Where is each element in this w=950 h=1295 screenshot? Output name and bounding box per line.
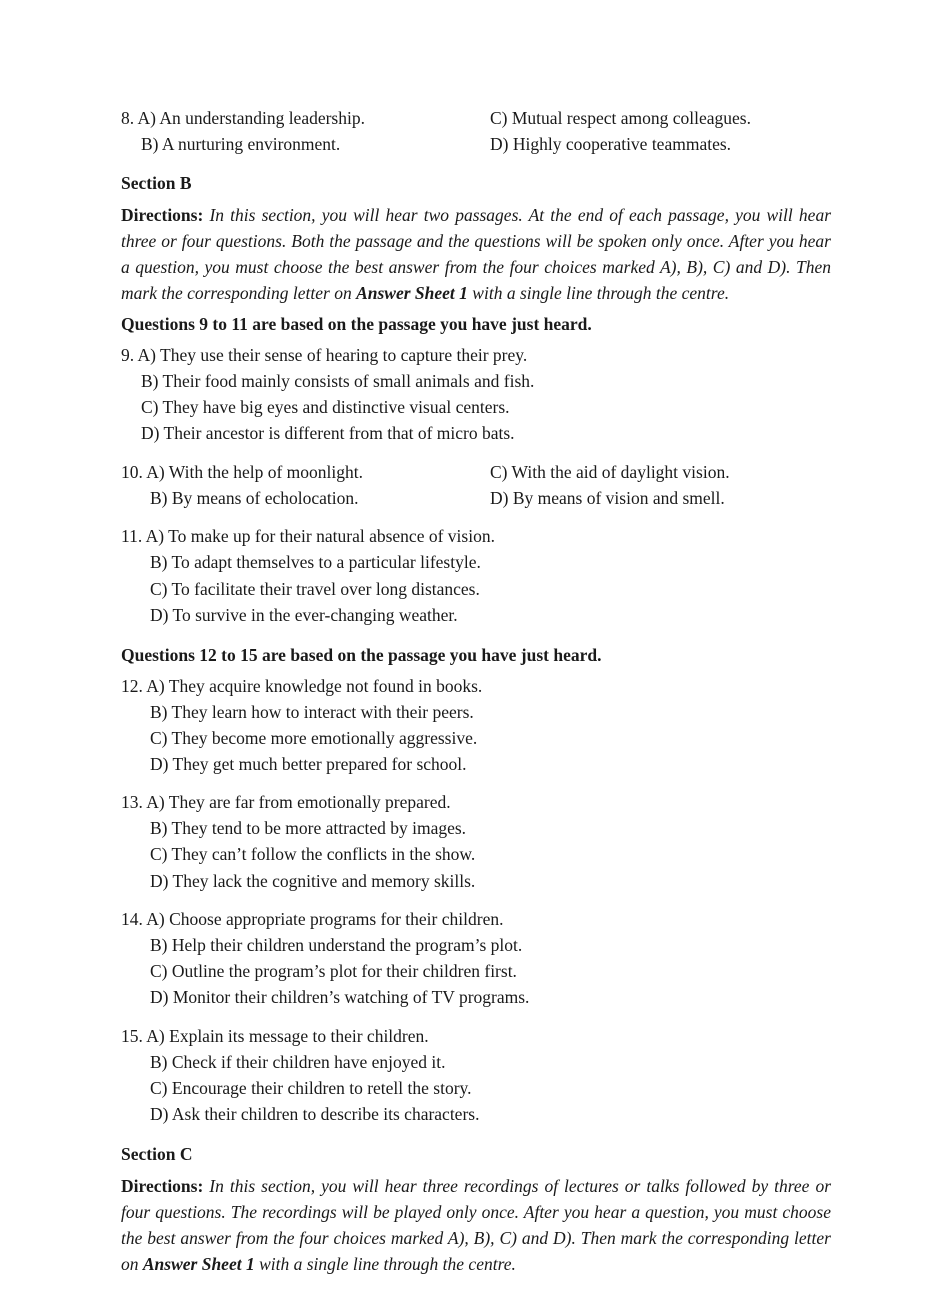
section-b-directions	[121, 202, 831, 306]
q13-option-d: D) They lack the cognitive and memory skills.	[150, 871, 476, 891]
q15-option-d: D) Ask their children to describe its characters.	[150, 1104, 480, 1124]
q10-option-a: 10. A) With the help of moonlight.	[121, 462, 364, 482]
q15-option-b: B) Check if their children have enjoyed it.	[150, 1052, 446, 1072]
q12-option-c: C) They become more emotionally aggressive.	[150, 728, 478, 748]
q8-option-d: D) Highly cooperative teammates.	[490, 134, 732, 154]
q13-option-b: B) They tend to be more attracted by images.	[150, 818, 467, 838]
directions-label: Directions:	[121, 1176, 204, 1196]
q12-option-d: D) They get much better prepared for school.	[150, 754, 467, 774]
q14-option-d: D) Monitor their children’s watching of TV programs.	[150, 987, 530, 1007]
q10-option-c: C) With the aid of daylight vision.	[490, 462, 730, 482]
q9-option-c: C) They have big eyes and distinctive visual centers.	[141, 397, 510, 417]
directions-text-end: with a single line through the centre.	[472, 283, 730, 303]
q10-option-d: D) By means of vision and smell.	[490, 488, 725, 508]
q11-option-b: B) To adapt themselves to a particular lifestyle.	[150, 552, 481, 572]
q10-option-b: B) By means of echolocation.	[150, 488, 359, 508]
q13-option-c: C) They can’t follow the conflicts in the show.	[150, 844, 476, 864]
q11-option-a: 11. A) To make up for their natural absence of vision.	[121, 526, 495, 546]
q11-option-c: C) To facilitate their travel over long distances.	[150, 579, 480, 599]
q9-option-d: D) Their ancestor is different from that of micro bats.	[141, 423, 515, 443]
q15-option-a: 15. A) Explain its message to their children.	[121, 1026, 429, 1046]
directions-label: Directions:	[121, 205, 204, 225]
q15-option-c: C) Encourage their children to retell the story.	[150, 1078, 472, 1098]
q11-option-d: D) To survive in the ever-changing weather.	[150, 605, 458, 625]
q14-option-b: B) Help their children understand the program’s plot.	[150, 935, 523, 955]
directions-text-end: with a single line through the centre.	[259, 1254, 516, 1274]
q8-option-b: B) A nurturing environment.	[141, 134, 341, 154]
q9-option-b: B) Their food mainly consists of small animals and fish.	[141, 371, 535, 391]
answer-sheet-ref: Answer Sheet 1	[356, 283, 468, 303]
q8-option-a: 8. A) An understanding leadership.	[121, 108, 365, 128]
q9-option-a: 9. A) They use their sense of hearing to capture their prey.	[121, 345, 528, 365]
section-c-heading: Section C	[121, 1144, 193, 1164]
q14-option-a: 14. A) Choose appropriate programs for their children.	[121, 909, 504, 929]
answer-sheet-ref: Answer Sheet 1	[142, 1254, 255, 1274]
directions-text: In this section, you will hear three recordings of lectures or talks followed by three or four questions. The recordings will be played only once. After you hear a question, you must choose the best answer from the four choices marked A), B), C) and D). Then mark the corresponding letter on	[121, 1176, 831, 1274]
q13-option-a: 13. A) They are far from emotionally prepared.	[121, 792, 451, 812]
section-b-heading: Section B	[121, 173, 192, 193]
section-c-directions	[121, 1173, 831, 1277]
q12-option-a: 12. A) They acquire knowledge not found in books.	[121, 676, 483, 696]
q12-option-b: B) They learn how to interact with their peers.	[150, 702, 474, 722]
directions-text: In this section, you will hear two passages. At the end of each passage, you will hear three or four questions. Both the passage and the questions will be spoken only once. After you hear a question, you must choose the best answer from the four choices marked A), B), C) and D). Then mark the corresponding letter on	[121, 205, 831, 303]
questions-12-15-heading: Questions 12 to 15 are based on the passage you have just heard.	[121, 645, 602, 665]
q14-option-c: C) Outline the program’s plot for their children first.	[150, 961, 517, 981]
questions-9-11-heading: Questions 9 to 11 are based on the passage you have just heard.	[121, 314, 592, 334]
q8-option-c: C) Mutual respect among colleagues.	[490, 108, 751, 128]
